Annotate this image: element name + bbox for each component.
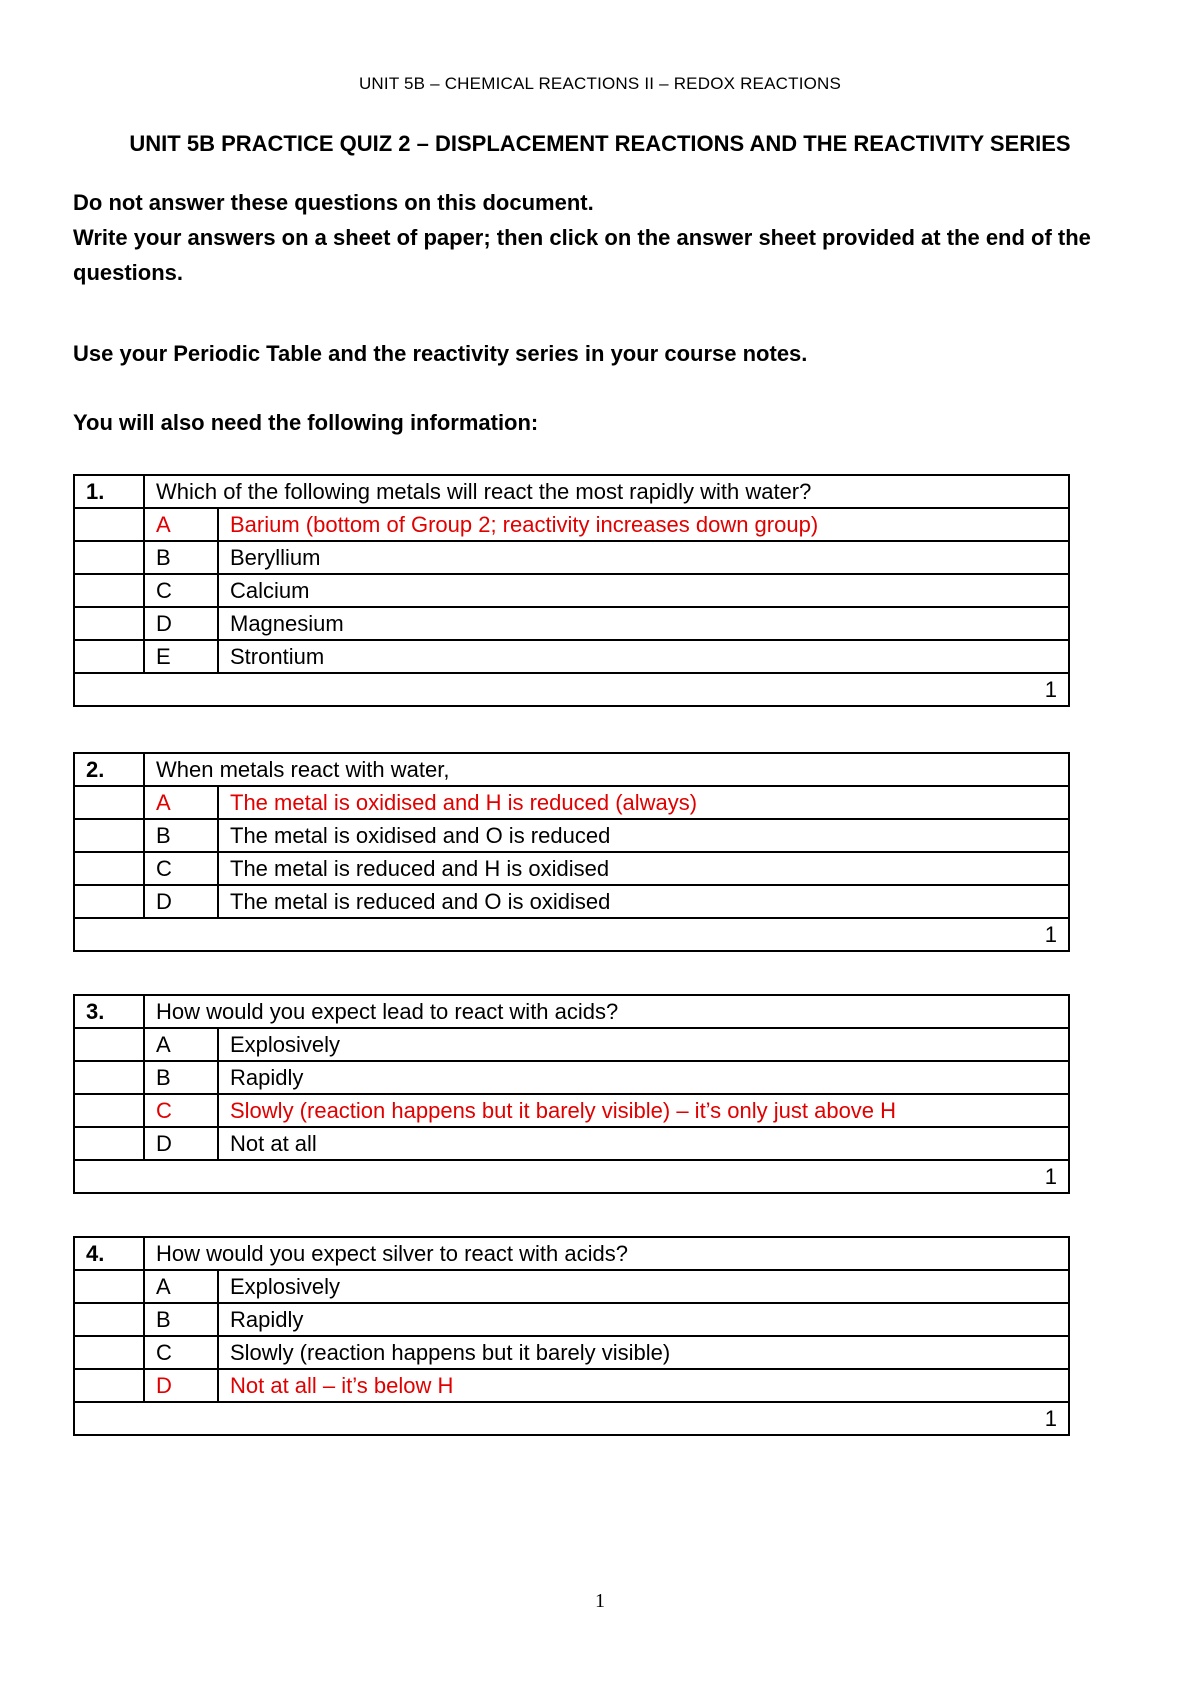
question-row <box>74 753 1069 786</box>
option-letter: C <box>144 852 218 885</box>
option-text: Rapidly <box>218 1303 1069 1336</box>
question-number: 3. <box>74 995 144 1028</box>
instruction-line: You will also need the following information: <box>73 410 539 435</box>
blank-cell <box>74 1094 144 1127</box>
option-text: The metal is reduced and O is oxidised <box>218 885 1069 918</box>
option-row <box>74 1270 1069 1303</box>
instruction-line: Do not answer these questions on this document. <box>73 190 594 215</box>
option-row <box>74 852 1069 885</box>
question-row <box>74 475 1069 508</box>
question-number: 2. <box>74 753 144 786</box>
option-text: Explosively <box>218 1270 1069 1303</box>
option-letter: A <box>144 1028 218 1061</box>
blank-cell <box>74 786 144 819</box>
option-letter: D <box>144 1127 218 1160</box>
option-text: Rapidly <box>218 1061 1069 1094</box>
instruction-line: Use your Periodic Table and the reactivity series in your course notes. <box>73 341 808 366</box>
blank-cell <box>74 1303 144 1336</box>
option-text: Not at all – it’s below H <box>218 1369 1069 1402</box>
option-letter: C <box>144 1094 218 1127</box>
option-text: Not at all <box>218 1127 1069 1160</box>
instruction-line: Write your answers on a sheet of paper; then click on the answer sheet provided at the end of the questions. <box>73 225 1091 285</box>
blank-cell <box>74 574 144 607</box>
blank-cell <box>74 1369 144 1402</box>
option-row <box>74 885 1069 918</box>
option-row <box>74 1369 1069 1402</box>
option-row <box>74 1336 1069 1369</box>
option-letter: D <box>144 1369 218 1402</box>
option-letter: E <box>144 640 218 673</box>
option-row <box>74 1127 1069 1160</box>
question-row <box>74 1237 1069 1270</box>
option-row <box>74 819 1069 852</box>
option-text: Strontium <box>218 640 1069 673</box>
option-text: Calcium <box>218 574 1069 607</box>
option-letter: A <box>144 786 218 819</box>
marks-value: 1 <box>74 1160 1069 1193</box>
question-text: How would you expect lead to react with acids? <box>144 995 1069 1028</box>
option-row <box>74 1303 1069 1336</box>
option-letter: B <box>144 819 218 852</box>
blank-cell <box>74 1028 144 1061</box>
option-letter: C <box>144 574 218 607</box>
option-row <box>74 1061 1069 1094</box>
option-text: Explosively <box>218 1028 1069 1061</box>
option-letter: D <box>144 607 218 640</box>
option-letter: B <box>144 1303 218 1336</box>
blank-cell <box>74 508 144 541</box>
option-letter: B <box>144 541 218 574</box>
question-number: 4. <box>74 1237 144 1270</box>
blank-cell <box>74 885 144 918</box>
option-row <box>74 640 1069 673</box>
marks-value: 1 <box>74 918 1069 951</box>
marks-row <box>74 918 1069 951</box>
blank-cell <box>74 1270 144 1303</box>
blank-cell <box>74 852 144 885</box>
question-table-3 <box>73 994 1070 1194</box>
question-table-2 <box>73 752 1070 952</box>
question-table-1 <box>73 474 1070 707</box>
marks-value: 1 <box>74 1402 1069 1435</box>
option-row <box>74 574 1069 607</box>
option-row <box>74 1094 1069 1127</box>
option-row <box>74 508 1069 541</box>
blank-cell <box>74 819 144 852</box>
option-letter: D <box>144 885 218 918</box>
option-text: Slowly (reaction happens but it barely visible) – it’s only just above H <box>218 1094 1069 1127</box>
blank-cell <box>74 1336 144 1369</box>
option-text: Barium (bottom of Group 2; reactivity increases down group) <box>218 508 1069 541</box>
quiz-title: UNIT 5B PRACTICE QUIZ 2 – DISPLACEMENT REACTIONS AND THE REACTIVITY SERIES <box>129 131 1071 156</box>
option-letter: C <box>144 1336 218 1369</box>
option-letter: A <box>144 508 218 541</box>
option-row <box>74 786 1069 819</box>
option-text: The metal is reduced and H is oxidised <box>218 852 1069 885</box>
option-text: Slowly (reaction happens but it barely visible) <box>218 1336 1069 1369</box>
running-header: UNIT 5B – CHEMICAL REACTIONS II – REDOX REACTIONS <box>358 74 842 93</box>
option-letter: A <box>144 1270 218 1303</box>
option-text: The metal is oxidised and H is reduced (always) <box>218 786 1069 819</box>
blank-cell <box>74 640 144 673</box>
blank-cell <box>74 1127 144 1160</box>
question-table-4 <box>73 1236 1070 1436</box>
blank-cell <box>74 607 144 640</box>
option-row <box>74 1028 1069 1061</box>
question-text: Which of the following metals will react the most rapidly with water? <box>144 475 1069 508</box>
option-text: Magnesium <box>218 607 1069 640</box>
marks-row <box>74 673 1069 706</box>
marks-row <box>74 1160 1069 1193</box>
marks-value: 1 <box>74 673 1069 706</box>
option-row <box>74 541 1069 574</box>
page-number: 1 <box>595 1590 605 1612</box>
question-text: When metals react with water, <box>144 753 1069 786</box>
blank-cell <box>74 1061 144 1094</box>
blank-cell <box>74 541 144 574</box>
question-text: How would you expect silver to react with acids? <box>144 1237 1069 1270</box>
option-text: Beryllium <box>218 541 1069 574</box>
question-row <box>74 995 1069 1028</box>
option-letter: B <box>144 1061 218 1094</box>
question-number: 1. <box>74 475 144 508</box>
option-row <box>74 607 1069 640</box>
marks-row <box>74 1402 1069 1435</box>
option-text: The metal is oxidised and O is reduced <box>218 819 1069 852</box>
instructions <box>73 185 1133 290</box>
